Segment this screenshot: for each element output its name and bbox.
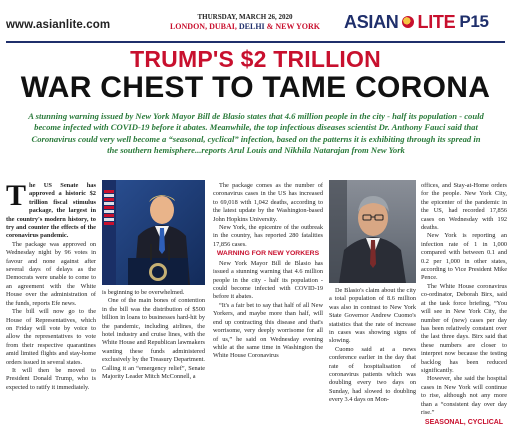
section-subhead: WARNING FOR NEW YORKERS bbox=[216, 250, 320, 258]
headline-line-1: TRUMP'S $2 TRILLION bbox=[130, 46, 381, 72]
city-delhi: DELHI bbox=[238, 22, 267, 31]
dateline: THURSDAY, MARCH 26, 2020 bbox=[197, 13, 293, 21]
page-number: P15 bbox=[459, 12, 489, 31]
paragraph: The package was approved on Wednesday night by 96 votes in favour and none against after several days of delays as the Democrats were unable to come to an agreement with the White House over the administration of the funds, reports Efe news. bbox=[6, 240, 96, 307]
brand-word-asian: ASIAN bbox=[344, 11, 399, 32]
paragraph: New York, the epicentre of the outbreak in the country, has reported 280 fatalities 17,856 cases. bbox=[213, 224, 323, 248]
paragraph: New York is reporting an infection rate of 1 in 1,000 compared with between 0.1 and 0.2 per 1,000 in other states, according to Vice President Mike Pence. bbox=[421, 232, 507, 282]
headline-line-2: WAR CHEST TO TAME CORONA bbox=[20, 71, 491, 104]
paragraph: The White House coronavirus co-ordinator, Deborah Birx, said at the task force briefing, “You will see in New York City, the number of (new) cases per day has been relatively constant over the last three days. Birx said that these numbers are closer to interpret now because the testing backlog has been reduced significantly. bbox=[421, 282, 507, 374]
brand-logo bbox=[344, 10, 489, 34]
article-column-2 bbox=[102, 289, 205, 381]
article-column-3 bbox=[213, 182, 323, 361]
article-deck: A stunning warning issued by New York Mayor Bill de Blasio states that 4.6 million people in the city - half its population - could become infected with COVID-19 before it abates. Meanwhile, the top infectious diseases scientist Dr. Anthony Fauci said that Coronavirus could very well become a “seasonal, cyclical” infection, based on the patterns it is exhibiting through its spread in the southern hemisphere...reports Arul Louis and Nikhila Natarajan from New York bbox=[28, 111, 484, 156]
paragraph: New York Mayor Bill de Blasio has issued a stunning warning that 4.6 million people in the city - half its population - could become infected with COVID-19 before it abates. bbox=[213, 259, 323, 301]
paragraph: offices, and Stay-at-Home orders for the people. New York City, the epicenter of the pandemic in the US, had recorded 17,856 cases on Wednesday with 192 deaths. bbox=[421, 182, 507, 232]
paragraph: “It's a fair bet to say that half of all New Yorkers, and maybe more than half, will end up contracting this disease and that's worrisome, very deeply worrisome for all of us,” he said on Wednesday evening while at the same time in Washington the White House Coronavirus bbox=[213, 301, 323, 360]
article-column-5 bbox=[421, 182, 507, 427]
paragraph: It will then be moved to President Donald Trump, who is expected to ratify it immediately. bbox=[6, 366, 96, 391]
paragraph: is beginning to be overwhelmed. bbox=[102, 289, 185, 296]
city-london: LONDON, bbox=[169, 22, 210, 31]
city-dubai: DUBAI, bbox=[209, 22, 239, 31]
paragraph: De Blasio's claim about the city a total population of 8.6 million was also in contrast to New York State Governor Andrew Cuomo's statistics that the rate of increase in cases was showing signs of slowing. bbox=[329, 287, 416, 345]
article-column-1 bbox=[6, 179, 96, 392]
city-new-york: & NEW YORK bbox=[266, 22, 321, 31]
paragraph: The bill will now go to the House of Representatives, which on Friday will vote by voice to allow the representatives to vote from their respective quarantines amid limited flights and stay-home orders issued in several states. bbox=[6, 308, 96, 366]
masthead bbox=[0, 0, 511, 44]
masthead-divider bbox=[6, 41, 505, 43]
trump-podium-photo bbox=[102, 180, 205, 285]
drop-cap: T bbox=[6, 179, 27, 212]
paragraph: One of the main bones of contention in the bill was the distribution of $500 billion in loans to businesses hard-hit by the pandemic, including airlines, the hotel industry and cruise lines, with the White House and Republican lawmakers wanting these funds administered exclusively by the Treasury Department. Calling it an “emergency relief”, Senate Majority Leader Mitch McConnell, a bbox=[102, 297, 205, 381]
edition-cities bbox=[150, 22, 340, 32]
paragraph: The package comes as the number of coronavirus cases in the US has increased to 69,018 with 1,042 deaths, according to the latest update by the Washington-based John Hopkins University. bbox=[213, 182, 323, 223]
article-lede: he US Senate has approved a historic $2 trillion fiscal stimulus package, the largest in the country's modern history, to try and counter the effects of the coronavirus pandemic. bbox=[6, 182, 96, 240]
fauci-portrait-photo bbox=[329, 180, 416, 283]
paragraph: However, she said the hospital cases in New York will continue to rise, although not any more than a “consistent day over day rise.” bbox=[421, 375, 507, 416]
brand-emblem-icon bbox=[402, 16, 414, 28]
site-url[interactable]: www.asianlite.com bbox=[6, 19, 111, 31]
article-column-4 bbox=[329, 287, 416, 405]
paragraph: Cuomo said at a news conference earlier in the day that rate of hospitalisation of coronavirus patients which was doubling every two days on Sunday, had slowed to doubling every 3.4 days on Mon- bbox=[329, 345, 416, 404]
section-subhead: SEASONAL, CYCLICAL bbox=[424, 419, 504, 427]
brand-word-lite: LITE bbox=[417, 11, 456, 32]
